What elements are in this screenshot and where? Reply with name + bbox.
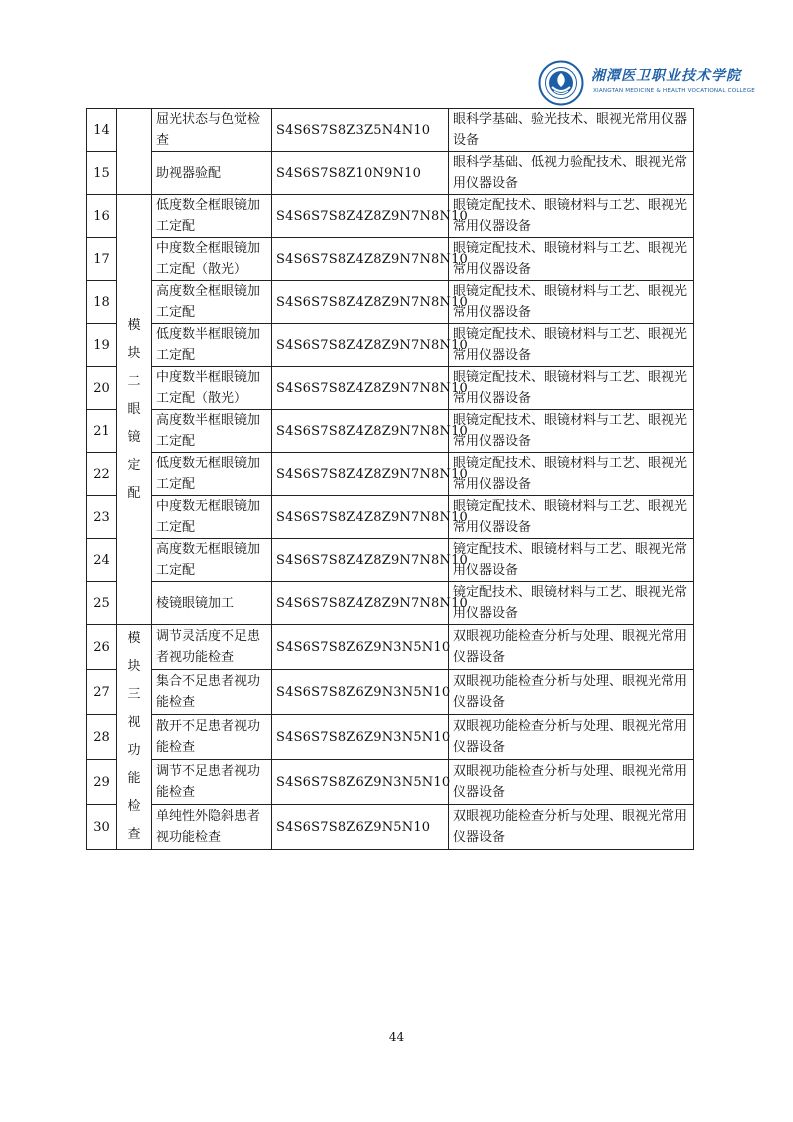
table-row	[87, 367, 694, 410]
competency-code: S4S6S7S8Z4Z8Z9N7N8N10	[272, 410, 449, 453]
module-cell-blank	[117, 109, 152, 195]
table-row	[87, 453, 694, 496]
logo-english-name: XIANGTAN MEDICINE & HEALTH VOCATIONAL COLLEGE	[593, 88, 755, 94]
page-number: 44	[388, 1030, 405, 1044]
table-row	[87, 539, 694, 582]
item-name: 高度数半框眼镜加工定配	[152, 410, 272, 453]
competency-code: S4S6S7S8Z4Z8Z9N7N8N10	[272, 539, 449, 582]
row-number: 17	[87, 238, 117, 281]
related-courses: 双眼视功能检查分析与处理、眼视光常用仪器设备	[449, 625, 694, 670]
related-courses: 镜定配技术、眼镜材料与工艺、眼视光常用仪器设备	[449, 539, 694, 582]
competency-code: S4S6S7S8Z4Z8Z9N7N8N10	[272, 496, 449, 539]
competency-code: S4S6S7S8Z6Z9N3N5N10	[272, 715, 449, 760]
row-number: 20	[87, 367, 117, 410]
related-courses: 双眼视功能检查分析与处理、眼视光常用仪器设备	[449, 760, 694, 805]
related-courses: 双眼视功能检查分析与处理、眼视光常用仪器设备	[449, 670, 694, 715]
item-name: 低度数半框眼镜加工定配	[152, 324, 272, 367]
row-number: 16	[87, 195, 117, 238]
competency-code: S4S6S7S8Z4Z8Z9N7N8N10	[272, 453, 449, 496]
item-name: 单纯性外隐斜患者视功能检查	[152, 805, 272, 850]
row-number: 29	[87, 760, 117, 805]
competency-code: S4S6S7S8Z4Z8Z9N7N8N10	[272, 238, 449, 281]
related-courses: 眼镜定配技术、眼镜材料与工艺、眼视光常用仪器设备	[449, 453, 694, 496]
row-number: 26	[87, 625, 117, 670]
competency-code: S4S6S7S8Z4Z8Z9N7N8N10	[272, 367, 449, 410]
item-name: 调节不足患者视功能检查	[152, 760, 272, 805]
related-courses: 眼镜定配技术、眼镜材料与工艺、眼视光常用仪器设备	[449, 367, 694, 410]
module-label-2: 模块二眼镜定配	[117, 195, 152, 625]
row-number: 24	[87, 539, 117, 582]
college-logo	[538, 60, 755, 106]
competency-code: S4S6S7S8Z6Z9N3N5N10	[272, 625, 449, 670]
table-row	[87, 152, 694, 195]
table-row	[87, 670, 694, 715]
competency-code: S4S6S7S8Z4Z8Z9N7N8N10	[272, 281, 449, 324]
module-label-3: 模块三视功能检查	[117, 625, 152, 850]
competency-code: S4S6S7S8Z6Z9N3N5N10	[272, 670, 449, 715]
item-name: 高度数无框眼镜加工定配	[152, 539, 272, 582]
row-number: 14	[87, 109, 117, 152]
row-number: 21	[87, 410, 117, 453]
table-row	[87, 109, 694, 152]
table-row	[87, 324, 694, 367]
related-courses: 眼镜定配技术、眼镜材料与工艺、眼视光常用仪器设备	[449, 410, 694, 453]
item-name: 棱镜眼镜加工	[152, 582, 272, 625]
item-name: 高度数全框眼镜加工定配	[152, 281, 272, 324]
item-name: 中度数无框眼镜加工定配	[152, 496, 272, 539]
table-row	[87, 238, 694, 281]
competency-code: S4S6S7S8Z6Z9N3N5N10	[272, 760, 449, 805]
row-number: 22	[87, 453, 117, 496]
table-row	[87, 281, 694, 324]
logo-chinese-name: 湘潭医卫职业技术学院	[591, 68, 741, 84]
competency-code: S4S6S7S8Z6Z9N5N10	[272, 805, 449, 850]
item-name: 低度数无框眼镜加工定配	[152, 453, 272, 496]
table-row	[87, 760, 694, 805]
row-number: 28	[87, 715, 117, 760]
item-name: 低度数全框眼镜加工定配	[152, 195, 272, 238]
college-seal-icon	[538, 60, 584, 106]
related-courses: 双眼视功能检查分析与处理、眼视光常用仪器设备	[449, 715, 694, 760]
table-row	[87, 715, 694, 760]
table-row	[87, 195, 694, 238]
related-courses: 眼镜定配技术、眼镜材料与工艺、眼视光常用仪器设备	[449, 324, 694, 367]
item-name: 屈光状态与色觉检查	[152, 109, 272, 152]
item-name: 集合不足患者视功能检查	[152, 670, 272, 715]
row-number: 25	[87, 582, 117, 625]
item-name: 调节灵活度不足患者视功能检查	[152, 625, 272, 670]
competency-code: S4S6S7S8Z4Z8Z9N7N8N10	[272, 582, 449, 625]
row-number: 23	[87, 496, 117, 539]
table-row	[87, 625, 694, 670]
related-courses: 双眼视功能检查分析与处理、眼视光常用仪器设备	[449, 805, 694, 850]
related-courses: 眼镜定配技术、眼镜材料与工艺、眼视光常用仪器设备	[449, 496, 694, 539]
competency-code: S4S6S7S8Z10N9N10	[272, 152, 449, 195]
item-name: 助视器验配	[152, 152, 272, 195]
related-courses: 眼镜定配技术、眼镜材料与工艺、眼视光常用仪器设备	[449, 238, 694, 281]
row-number: 15	[87, 152, 117, 195]
competency-code: S4S6S7S8Z4Z8Z9N7N8N10	[272, 195, 449, 238]
table-row	[87, 410, 694, 453]
related-courses: 眼镜定配技术、眼镜材料与工艺、眼视光常用仪器设备	[449, 195, 694, 238]
related-courses: 镜定配技术、眼镜材料与工艺、眼视光常用仪器设备	[449, 582, 694, 625]
item-name: 中度数半框眼镜加工定配（散光）	[152, 367, 272, 410]
competency-code: S4S6S7S8Z3Z5N4N10	[272, 109, 449, 152]
row-number: 18	[87, 281, 117, 324]
row-number: 30	[87, 805, 117, 850]
related-courses: 眼科学基础、验光技术、眼视光常用仪器设备	[449, 109, 694, 152]
row-number: 27	[87, 670, 117, 715]
item-name: 散开不足患者视功能检查	[152, 715, 272, 760]
training-items-table	[86, 108, 694, 850]
related-courses: 眼科学基础、低视力验配技术、眼视光常用仪器设备	[449, 152, 694, 195]
related-courses: 眼镜定配技术、眼镜材料与工艺、眼视光常用仪器设备	[449, 281, 694, 324]
row-number: 19	[87, 324, 117, 367]
table-row	[87, 582, 694, 625]
table-row	[87, 496, 694, 539]
table-row	[87, 805, 694, 850]
item-name: 中度数全框眼镜加工定配（散光）	[152, 238, 272, 281]
competency-code: S4S6S7S8Z4Z8Z9N7N8N10	[272, 324, 449, 367]
